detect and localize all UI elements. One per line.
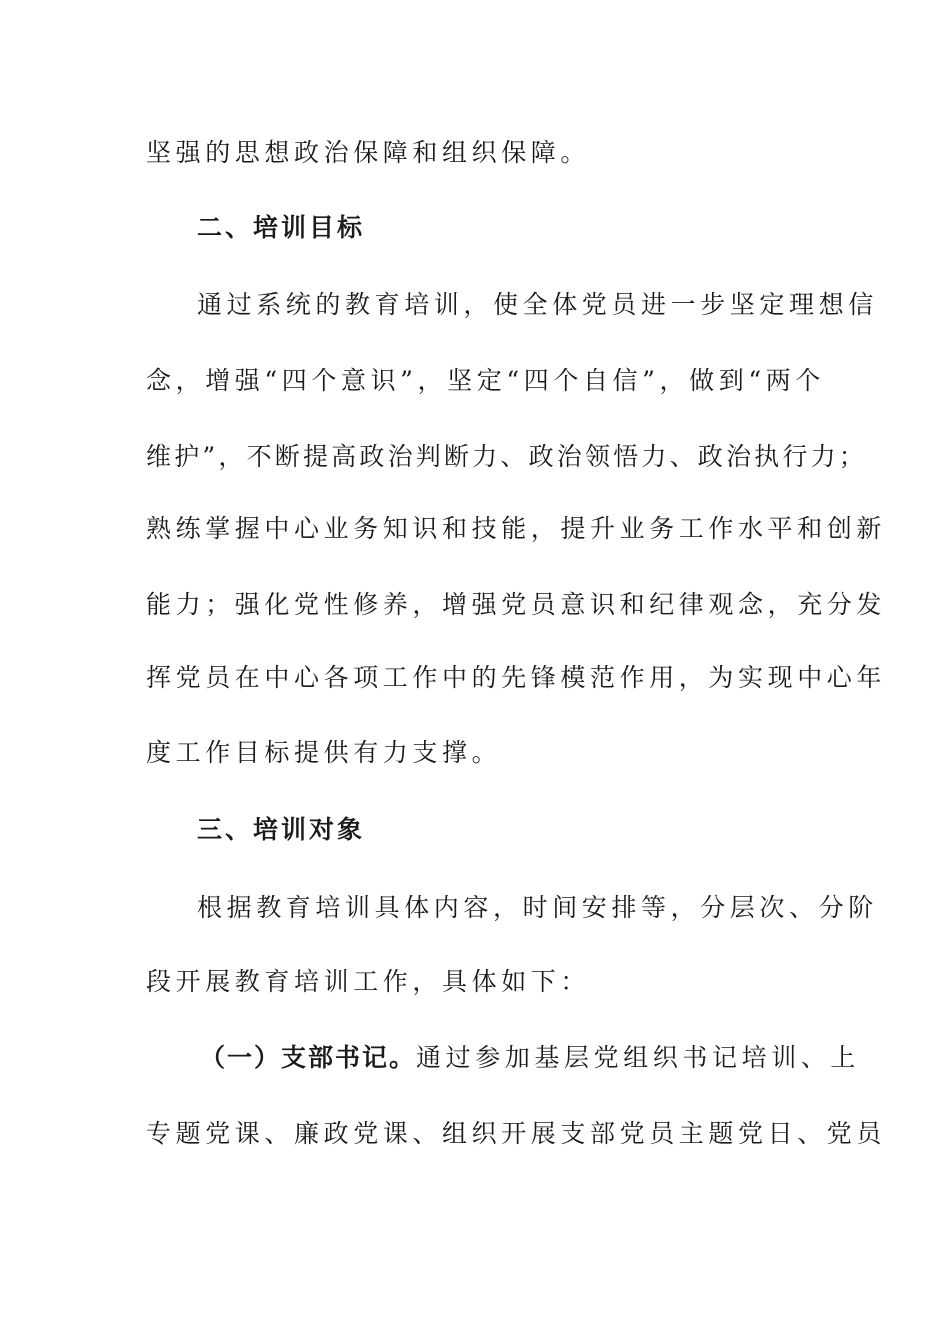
paragraph-line: 段开展教育培训工作，具体如下： [146,967,591,996]
paragraph-line: 熟练掌握中心业务知识和技能，提升业务工作水平和创新 [146,514,887,543]
paragraph-line: 根据教育培训具体内容，时间安排等，分层次、分阶 [197,893,878,922]
paragraph-line: 度工作目标提供有力支撑。 [146,738,502,767]
paragraph-line: 专题党课、廉政党课、组织开展支部党员主题党日、党员 [146,1119,887,1148]
paragraph-line: 通过系统的教育培训，使全体党员进一步坚定理想信 [197,290,878,319]
paragraph-line: 念，增强“四个意识”，坚定“四个自信”，做到“两个 [146,366,825,395]
paragraph-line: 挥党员在中心各项工作中的先锋模范作用，为实现中心年 [146,663,887,692]
section-heading-goals: 二、培训目标 [197,213,366,242]
paragraph-line: 坚强的思想政治保障和组织保障。 [146,138,591,167]
item-line [200,1038,861,1078]
item-text: 通过参加基层党组织书记培训、上 [416,1043,861,1072]
item-label-branch-secretary: （一）支部书记。 [200,1043,417,1072]
paragraph-line: 维护”，不断提高政治判断力、政治领悟力、政治执行力； [146,442,867,471]
paragraph-line: 能力；强化党性修养，增强党员意识和纪律观念，充分发 [146,590,887,619]
section-heading-targets: 三、培训对象 [197,815,366,844]
